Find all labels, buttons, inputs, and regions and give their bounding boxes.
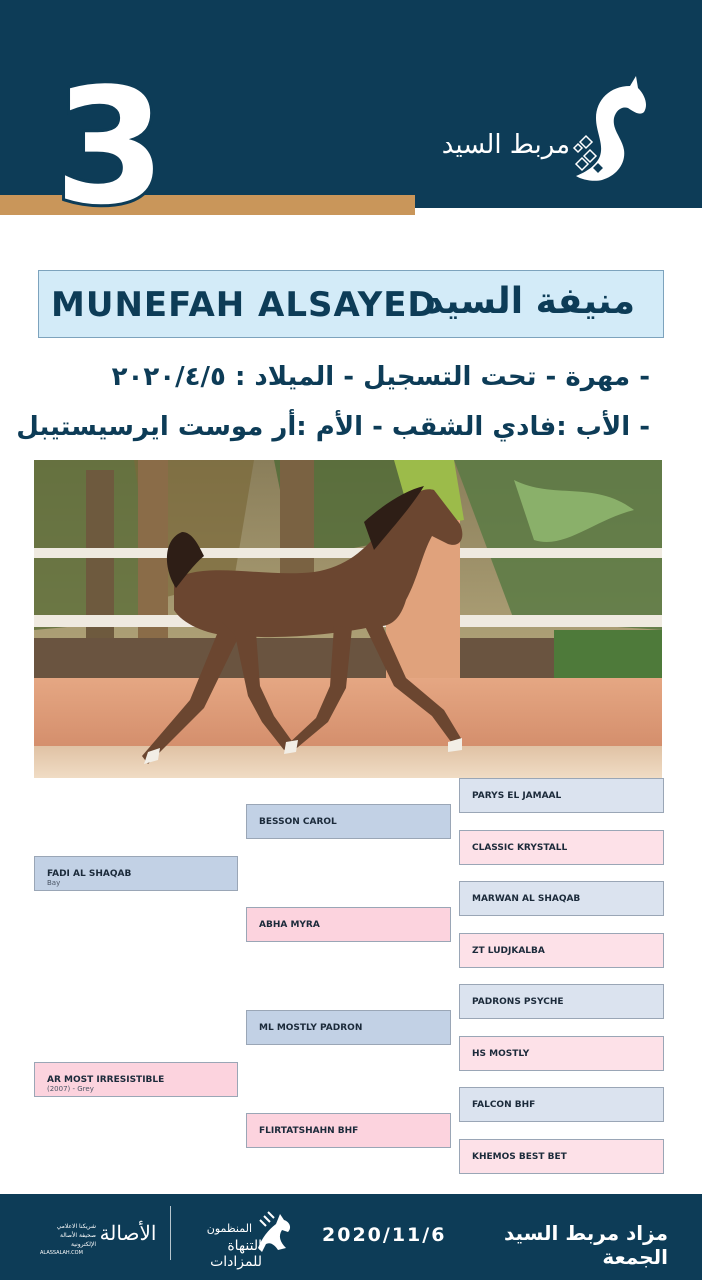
pedigree-great-grandparent (459, 778, 664, 813)
pedigree-great-grandparent (459, 1036, 664, 1071)
brand-name: مربط السيد (441, 130, 570, 160)
great-grandparent-name: MARWAN AL SHAQAB (472, 894, 581, 904)
grandparent-name: FLIRTATSHAHN BHF (259, 1126, 359, 1136)
horse-photo (34, 460, 662, 778)
media-partner-text (40, 1222, 96, 1258)
horse-head-logo-icon (566, 72, 650, 184)
great-grandparent-name: PARYS EL JAMAAL (472, 791, 562, 801)
great-grandparent-name: HS MOSTLY (472, 1049, 530, 1059)
great-grandparent-name: CLASSIC KRYSTALL (472, 843, 568, 853)
pedigree-great-grandparent (459, 881, 664, 916)
svg-text:الأصالة: الأصالة (100, 1221, 156, 1245)
auction-title: مزاد مربط السيد الجمعة (503, 1221, 668, 1269)
partner-line-2: صحيفة الأصالة الإلكترونية (60, 1232, 96, 1248)
partner-line-1: شريكنا الاعلامي (56, 1223, 96, 1230)
horse-name-arabic: منيفة السيد (425, 281, 635, 322)
great-grandparent-name: ZT LUDJKALBA (472, 946, 545, 956)
grandparent-name: ML MOSTLY PADRON (259, 1023, 363, 1033)
pedigree-great-grandparent (459, 830, 664, 865)
auction-date: 2020/11/6 (322, 1224, 447, 1246)
pedigree-grandparent (246, 907, 451, 942)
horse-name-box (38, 270, 664, 338)
partner-url: ALASSALAH.COM (40, 1250, 83, 1256)
pedigree-great-grandparent (459, 984, 664, 1019)
pedigree-dam (34, 1062, 238, 1097)
partner-calligraphy-logo-icon (100, 1214, 156, 1250)
pedigree-grandparent (246, 804, 451, 839)
pedigree-great-grandparent (459, 1139, 664, 1174)
horse-info-line-1: - مهرة - تحت التسجيل - الميلاد : ٢٠٢٠/٤/٥ (111, 362, 650, 392)
grandparent-name: ABHA MYRA (259, 920, 320, 930)
footer-divider (170, 1206, 171, 1260)
dam-name: AR MOST IRRESISTIBLE (47, 1075, 165, 1085)
lot-number: 3 (54, 53, 166, 240)
grandparent-name: BESSON CAROL (259, 817, 337, 827)
sire-detail: Bay (47, 879, 61, 887)
pedigree-grandparent (246, 1010, 451, 1045)
horse-info-line-2: - الأب :فادي الشقب - الأم :أر موست ايرسيستيبل (16, 412, 650, 442)
great-grandparent-name: PADRONS PSYCHE (472, 997, 564, 1007)
great-grandparent-name: KHEMOS BEST BET (472, 1152, 567, 1162)
organizer-name: التنهاة للمزادات (210, 1238, 262, 1270)
great-grandparent-name: FALCON BHF (472, 1100, 536, 1110)
horse-name-english: MUNEFAH ALSAYED (51, 285, 437, 325)
sire-name: FADI AL SHAQAB (47, 869, 132, 879)
organizer-label: المنظمون (206, 1222, 252, 1235)
pedigree-sire (34, 856, 238, 891)
dam-detail: (2007) - Grey (47, 1085, 94, 1093)
pedigree-great-grandparent (459, 933, 664, 968)
pedigree-great-grandparent (459, 1087, 664, 1122)
pedigree-grandparent (246, 1113, 451, 1148)
